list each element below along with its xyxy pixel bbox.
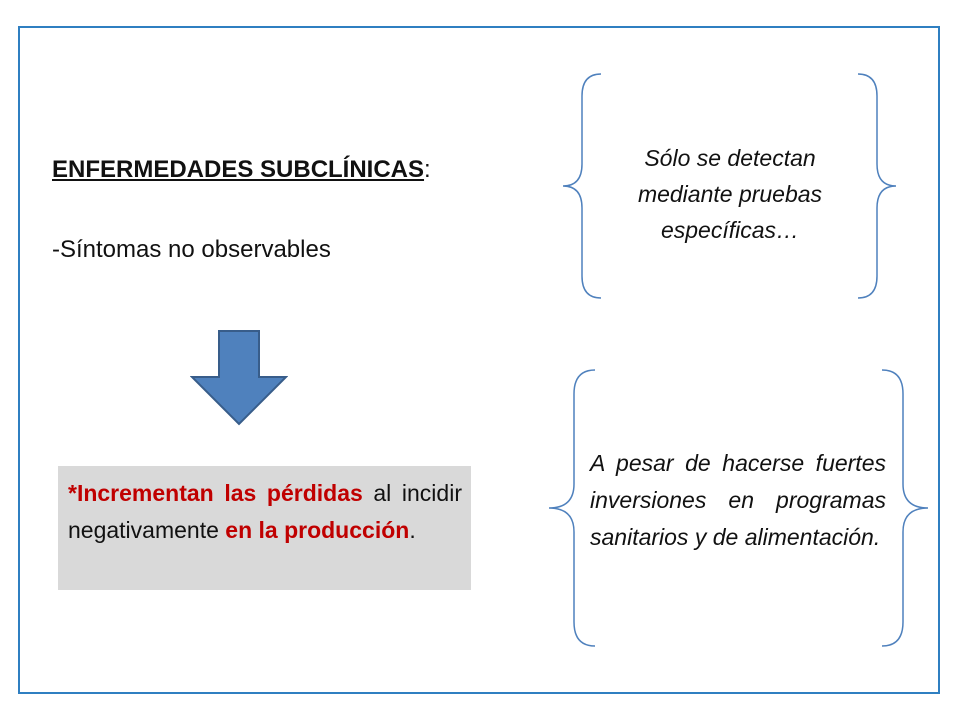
- result-highlight-production: en la producción: [225, 517, 410, 543]
- result-period: .: [409, 517, 416, 543]
- down-arrow-icon: [190, 330, 288, 426]
- heading-colon: :: [424, 156, 431, 183]
- slide-border: [18, 26, 940, 694]
- result-box: [58, 466, 471, 590]
- heading: [52, 156, 431, 184]
- heading-text: ENFERMEDADES SUBCLÍNICAS: [52, 156, 425, 183]
- note-investment: A pesar de hacerse fuertes inversiones en programas sanitarios y de alimentación.: [590, 450, 886, 550]
- result-text: al incidir negativamente: [68, 480, 462, 543]
- result-highlight-losses: *Incrementan las pérdidas: [68, 480, 363, 506]
- symptom-line: -Síntomas no observables: [52, 236, 331, 263]
- note-detection: Sólo se detectan mediante pruebas específicas…: [637, 145, 823, 243]
